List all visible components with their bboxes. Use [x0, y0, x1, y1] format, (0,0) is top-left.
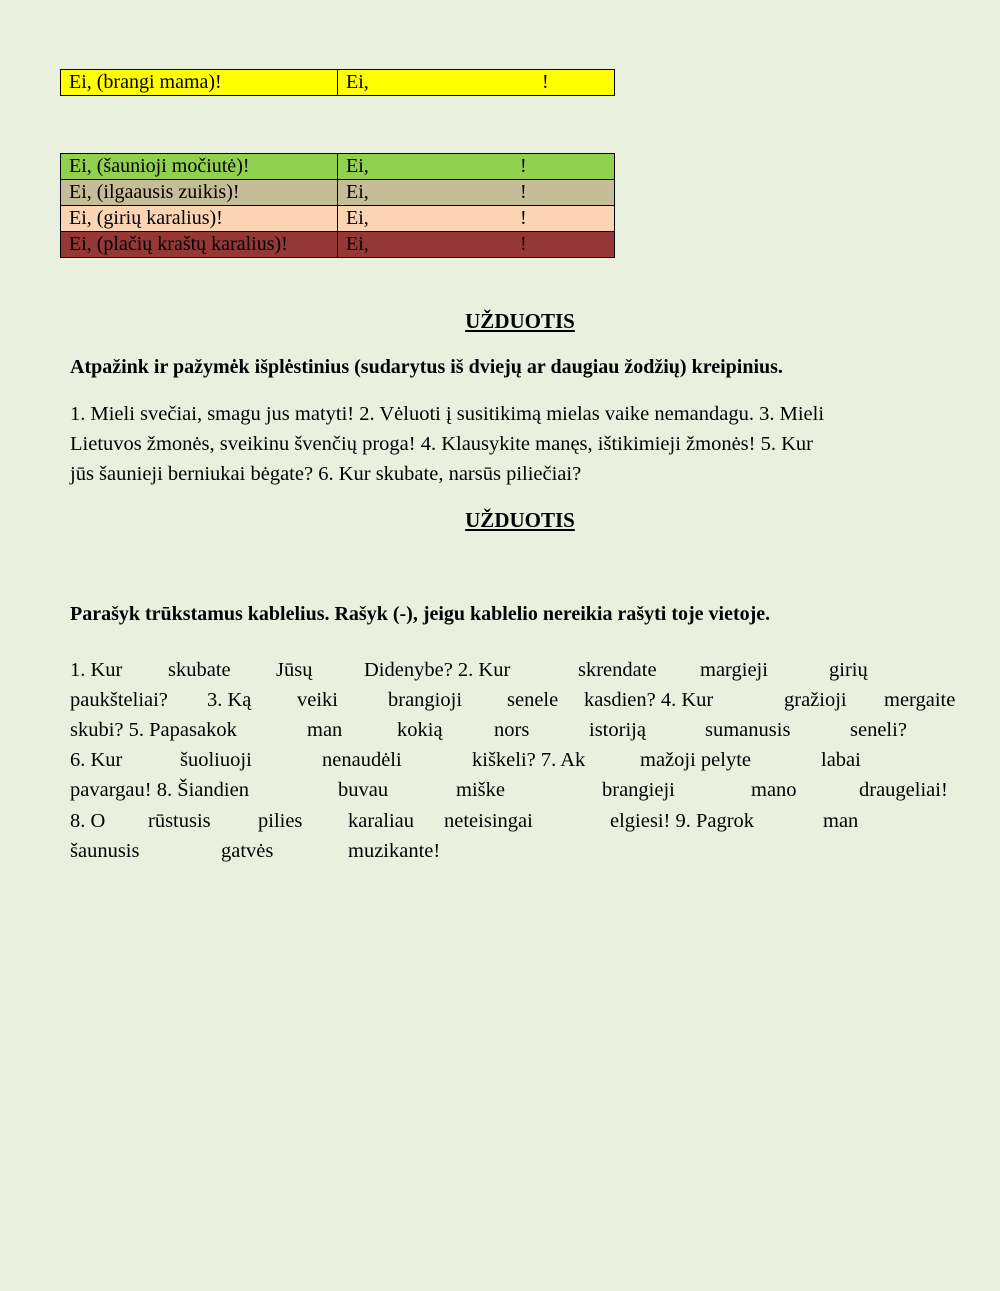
word: 3. Ką — [207, 689, 252, 711]
table-row — [61, 154, 615, 180]
word: Didenybe? 2. Kur — [364, 659, 511, 681]
text-line: 1. Mieli svečiai, smagu jus matyti! 2. Vėluoti į susitikimą mielas vaike nemandagu. 3. Mieli — [70, 403, 825, 425]
word: skubate — [168, 659, 231, 681]
word: gatvės — [221, 840, 274, 862]
text-line — [70, 715, 958, 745]
word: miške — [456, 779, 505, 801]
cell-exclamation: ! — [520, 181, 527, 203]
table-cell — [338, 154, 615, 180]
table-cell: Ei, (šaunioji močiutė)! — [61, 154, 338, 180]
word: paukšteliai? — [70, 689, 168, 711]
word: girių — [829, 659, 868, 681]
word: man — [823, 810, 859, 832]
word: Jūsų — [276, 659, 313, 681]
task1-exercise-text — [70, 399, 958, 489]
word: rūstusis — [148, 810, 211, 832]
text-line: jūs šaunieji berniukai bėgate? 6. Kur skubate, narsūs piliečiai? — [70, 463, 582, 485]
word: nors — [494, 719, 530, 741]
word: veiki — [297, 689, 338, 711]
word: šaunusis — [70, 840, 140, 862]
table-cell — [338, 232, 615, 258]
word: labai — [821, 749, 861, 771]
word: margieji — [700, 659, 768, 681]
word: mergaite — [884, 689, 956, 711]
cell-text: Ei, — [346, 155, 369, 177]
cell-exclamation: ! — [520, 233, 527, 255]
table-row — [61, 206, 615, 232]
word: istoriją — [589, 719, 646, 741]
word: mano — [751, 779, 797, 801]
table-row — [61, 70, 615, 96]
table-cell — [338, 180, 615, 206]
word: kokią — [397, 719, 443, 741]
table-cell: Ei, (brangi mama)! — [61, 70, 338, 96]
word: sumanusis — [705, 719, 791, 741]
word: karaliau — [348, 810, 415, 832]
table-cell: Ei, (girių karalius)! — [61, 206, 338, 232]
table-row — [61, 232, 615, 258]
greeting-table-1 — [60, 69, 615, 96]
word: brangioji — [388, 689, 463, 711]
word: man — [307, 719, 343, 741]
text-line: Lietuvos žmonės, sveikinu švenčių proga! 4. Klausykite manęs, ištikimieji žmonės! 5. Kur — [70, 433, 813, 455]
cell-text: Ei, — [346, 207, 369, 229]
word: 1. Kur — [70, 659, 123, 681]
word: 8. O — [70, 810, 106, 832]
word: skubi? 5. Papasakok — [70, 719, 237, 741]
cell-text: Ei, — [346, 181, 369, 203]
word: seneli? — [850, 719, 907, 741]
word: senele — [507, 689, 559, 711]
table-cell — [338, 70, 615, 96]
greeting-table-2 — [60, 153, 615, 258]
word: gražioji — [784, 689, 847, 711]
word: šuoliuoji — [180, 749, 252, 771]
cell-text: Ei, — [346, 233, 369, 255]
task2-heading: UŽDUOTIS — [465, 508, 575, 532]
word: buvau — [338, 779, 389, 801]
cell-exclamation: ! — [520, 207, 527, 229]
task1-heading: UŽDUOTIS — [465, 309, 575, 333]
text-line — [70, 685, 958, 715]
text-line — [70, 745, 958, 775]
task2-instruction: Parašyk trūkstamus kablelius. Rašyk (-), jeigu kablelio nereikia rašyti toje vietoje. — [70, 603, 771, 625]
word: mažoji pelyte — [640, 749, 751, 771]
word: 6. Kur — [70, 749, 123, 771]
cell-exclamation: ! — [520, 155, 527, 177]
word: pavargau! 8. Šiandien — [70, 779, 249, 801]
table-cell: Ei, (plačių kraštų karalius)! — [61, 232, 338, 258]
text-line — [70, 775, 958, 805]
cell-exclamation: ! — [542, 71, 549, 93]
table-row — [61, 180, 615, 206]
word: muzikante! — [348, 840, 441, 862]
word: neteisingai — [444, 810, 533, 832]
task1-instruction: Atpažink ir pažymėk išplėstinius (sudarytus iš dviejų ar daugiau žodžių) kreipinius. — [70, 356, 783, 378]
text-line — [70, 655, 958, 685]
text-line — [70, 806, 958, 836]
table-cell — [338, 206, 615, 232]
text-line — [70, 836, 958, 866]
word: elgiesi! 9. Pagrok — [610, 810, 755, 832]
word: draugeliai! — [859, 779, 948, 801]
word: kiškeli? 7. Ak — [472, 749, 586, 771]
word: kasdien? 4. Kur — [584, 689, 714, 711]
cell-text: Ei, — [346, 71, 369, 93]
word: nenaudėli — [322, 749, 402, 771]
word: brangieji — [602, 779, 675, 801]
word: pilies — [258, 810, 303, 832]
word: skrendate — [578, 659, 657, 681]
table-cell: Ei, (ilgaausis zuikis)! — [61, 180, 338, 206]
